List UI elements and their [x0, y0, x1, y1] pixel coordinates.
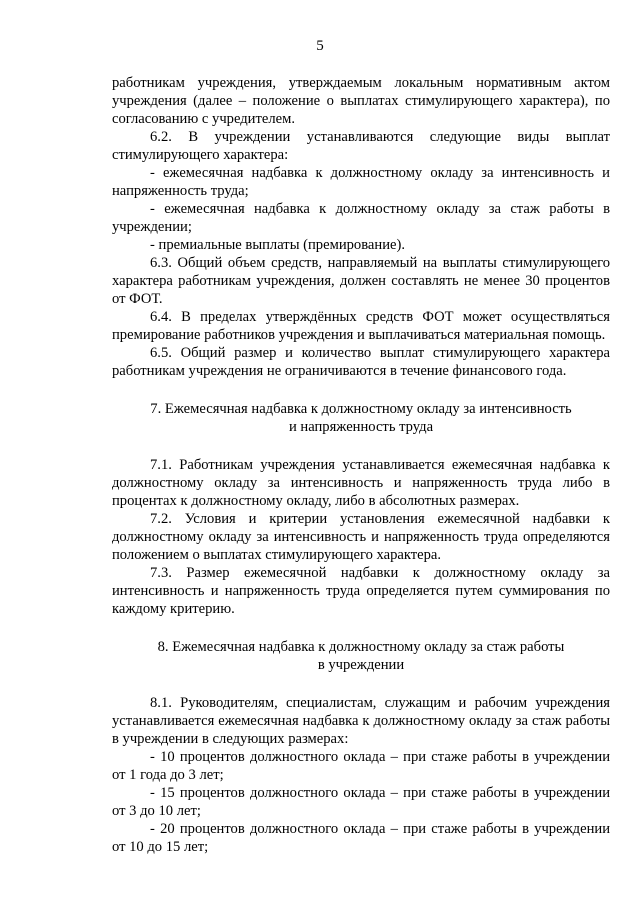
- paragraph: 7.2. Условия и критерии установления ежемесячной надбавки к должностному окладу за интенсивность и напряженность труда определяются положением о выплатах стимулирующего характера.: [112, 511, 610, 563]
- list-item: - ежемесячная надбавка к должностному окладу за интенсивность и напряженность труда;: [112, 165, 610, 199]
- section-heading-line: в учреждении: [317, 657, 405, 673]
- paragraph: 8.1. Руководителям, специалистам, служащим и рабочим учреждения устанавливается ежемесячная надбавка к должностному окладу за стаж работы в учреждении в следующих размерах:: [112, 695, 610, 747]
- paragraph: 6.2. В учреждении устанавливаются следующие виды выплат стимулирующего характера:: [112, 129, 610, 163]
- paragraph: 6.5. Общий размер и количество выплат стимулирующего характера работникам учреждения не ограничиваются в течение финансового года.: [112, 345, 610, 379]
- paragraph: 6.3. Общий объем средств, направляемый на выплаты стимулирующего характера работникам учреждения, должен составлять не менее 30 процентов от ФОТ.: [112, 255, 610, 307]
- section-heading-line: 8. Ежемесячная надбавка к должностному окладу за стаж работы: [157, 639, 565, 655]
- paragraph: 7.1. Работникам учреждения устанавливается ежемесячная надбавка к должностному окладу за интенсивность и напряженность труда либо в процентах к должностному окладу, либо в абсолютных размерах.: [112, 457, 610, 509]
- section-heading-line: 7. Ежемесячная надбавка к должностному окладу за интенсивность: [150, 401, 572, 417]
- list-item: - 15 процентов должностного оклада – при стаже работы в учреждении от 3 до 10 лет;: [112, 785, 610, 819]
- paragraph: 6.4. В пределах утверждённых средств ФОТ может осуществляться премирование работников учреждения и выплачиваться материальная помощь.: [112, 309, 610, 343]
- section-7-heading: [112, 400, 610, 436]
- page-number: 5: [316, 38, 324, 54]
- section-heading-line: и напряженность труда: [288, 419, 434, 435]
- section-8-heading: [112, 638, 610, 674]
- paragraph: работникам учреждения, утверждаемым локальным нормативным актом учреждения (далее – положение о выплатах стимулирующего характера), по согласованию с учредителем.: [112, 75, 610, 127]
- paragraph: 7.3. Размер ежемесячной надбавки к должностному окладу за интенсивность и напряженность труда определяется путем суммирования по каждому критерию.: [112, 565, 610, 617]
- list-item: - ежемесячная надбавка к должностному окладу за стаж работы в учреждении;: [112, 201, 610, 235]
- list-item: - 20 процентов должностного оклада – при стаже работы в учреждении от 10 до 15 лет;: [112, 821, 610, 855]
- document-body: [112, 74, 610, 856]
- list-item: - 10 процентов должностного оклада – при стаже работы в учреждении от 1 года до 3 лет;: [112, 749, 610, 783]
- list-item: - премиальные выплаты (премирование).: [150, 237, 406, 253]
